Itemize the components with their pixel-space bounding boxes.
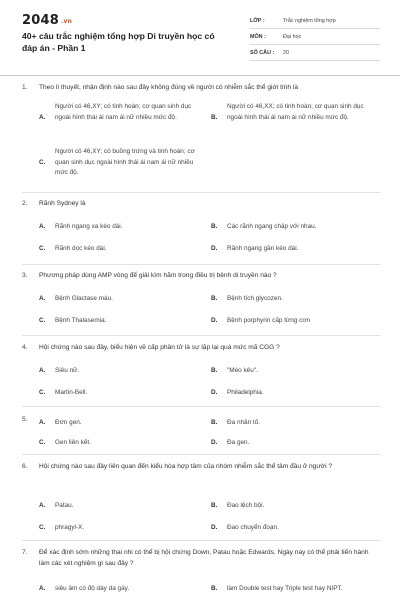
meta-value: 20	[283, 49, 289, 56]
meta-value: Đại học	[283, 33, 302, 40]
option-letter: D.	[211, 524, 218, 531]
option-a[interactable]	[39, 501, 209, 512]
site-logo[interactable]	[22, 13, 72, 28]
option-text: Người có 46,XY; có buồng trứng và tinh hoàn; cơ quan sinh dục ngoài hình thái ái nam ái nữ nhiều mức độ.	[55, 148, 195, 176]
option-c[interactable]	[39, 438, 209, 449]
option-text: Người có 46,XX; có tinh hoàn; cơ quan sinh dục ngoài hình thái ái nam ái nữ nhiều mức độ.	[227, 103, 364, 121]
option-letter: C.	[39, 524, 46, 531]
option-d[interactable]	[211, 316, 381, 327]
question-number: 2.	[22, 200, 28, 207]
option-b[interactable]	[211, 102, 381, 136]
option-text: Các rãnh ngang chập với nhau.	[227, 223, 317, 230]
option-a[interactable]	[39, 584, 209, 595]
option-text: Philadelphia.	[227, 389, 264, 396]
option-b[interactable]	[211, 584, 381, 595]
meta-value: Trắc nghiệm tổng hợp	[283, 17, 336, 24]
logo-main-text: 2048	[22, 13, 59, 28]
option-letter: B.	[211, 295, 218, 302]
question-number: 1.	[22, 84, 28, 91]
question-number: 3.	[22, 272, 28, 279]
option-c[interactable]	[39, 316, 209, 327]
option-letter: B.	[211, 419, 218, 426]
option-text: Đơn gen.	[55, 419, 82, 426]
option-text: Bệnh tích glycozen.	[227, 295, 283, 302]
question-number: 6.	[22, 463, 28, 470]
option-a[interactable]	[39, 366, 209, 377]
option-letter: D.	[211, 245, 218, 252]
option-text: Bệnh Glactase máu.	[55, 295, 113, 302]
option-b[interactable]	[211, 418, 381, 429]
option-b[interactable]	[211, 501, 381, 512]
option-d[interactable]	[211, 388, 381, 399]
option-letter: B.	[211, 114, 218, 121]
option-letter: A.	[39, 223, 46, 230]
option-letter: A.	[39, 295, 46, 302]
question-separator	[22, 335, 380, 336]
question-text: Để xác định sớm những thai nhi có thể bị hội chứng Down, Patau hoặc Edwards. Ngày nay có thể phải tiến hành làm các xét nghiệm gì sau đây ?	[39, 549, 369, 567]
option-letter: B.	[211, 367, 218, 374]
option-letter: D.	[211, 317, 218, 324]
option-letter: B.	[211, 223, 218, 230]
question-text: Hội chứng nào sau đây liên quan đến kiểu hòa hợp tâm của nhóm nhiễm sắc thể tâm đầu ở người ?	[39, 463, 333, 470]
option-c[interactable]	[39, 147, 209, 181]
option-d[interactable]	[211, 438, 381, 449]
option-b[interactable]	[211, 366, 381, 377]
option-c[interactable]	[39, 244, 209, 255]
meta-label: SỐ CÂU :	[250, 49, 275, 56]
question-number: 7.	[22, 549, 28, 556]
option-letter: A.	[39, 502, 46, 509]
option-c[interactable]	[39, 523, 209, 534]
option-letter: A.	[39, 114, 46, 121]
option-letter: C.	[39, 439, 46, 446]
option-letter: C.	[39, 317, 46, 324]
option-b[interactable]	[211, 294, 381, 305]
option-letter: C.	[39, 159, 46, 166]
option-letter: A.	[39, 585, 46, 592]
question-text: Rãnh Sydney là	[39, 200, 86, 207]
option-letter: A.	[39, 419, 46, 426]
question-separator	[22, 406, 380, 407]
meta-row-subject	[250, 29, 380, 45]
option-text: Rãnh dọc kéo dài.	[55, 245, 107, 252]
option-a[interactable]	[39, 222, 209, 233]
option-text: Đao chuyển đoạn.	[227, 524, 279, 531]
option-d[interactable]	[211, 523, 381, 534]
option-text: phragyl-X.	[55, 524, 85, 531]
option-d[interactable]	[211, 244, 381, 255]
option-text: siêu âm có độ dày da gáy.	[55, 585, 130, 592]
option-a[interactable]	[39, 102, 209, 136]
question-text: Hội chứng nào sau đây, biểu hiện về cấp phân tử là sự lặp lại quá mức mã CGG ?	[39, 344, 280, 351]
option-b[interactable]	[211, 222, 381, 233]
option-letter: D.	[211, 389, 218, 396]
option-text: Rãnh ngang xa kéo dài.	[55, 223, 123, 230]
option-text: Người có 46,XY; có tinh hoàn; cơ quan sinh dục ngoài hình thái ái nam ái nữ nhiều mức độ.	[55, 103, 192, 121]
option-text: Siêu nữ.	[55, 367, 80, 374]
option-letter: C.	[39, 245, 46, 252]
header-divider	[0, 75, 400, 76]
option-text: Đao lệch bội.	[227, 502, 265, 509]
meta-label: LỚP :	[250, 17, 265, 24]
option-text: Rãnh ngang gần kéo dài.	[227, 245, 299, 252]
option-text: Martin-Bell.	[55, 389, 88, 396]
meta-label: MÔN :	[250, 33, 266, 40]
document-title: 40+ câu trắc nghiệm tổng hợp Di truyền học có đáp án - Phần 1	[22, 31, 215, 53]
option-letter: D.	[211, 439, 218, 446]
option-a[interactable]	[39, 294, 209, 305]
question-separator	[22, 264, 380, 265]
option-letter: B.	[211, 585, 218, 592]
document-header	[0, 0, 400, 84]
option-letter: C.	[39, 389, 46, 396]
option-c[interactable]	[39, 388, 209, 399]
option-text: Bệnh porphyrin cấp từng cơn	[227, 317, 311, 324]
question-number: 4.	[22, 344, 28, 351]
option-text: Đa nhân tố.	[227, 419, 261, 426]
document-meta	[250, 13, 380, 61]
meta-row-count	[250, 45, 380, 61]
logo-domain-text: .vn	[60, 18, 73, 25]
option-letter: B.	[211, 502, 218, 509]
option-text: làm Double test hay Triple test hay NIPT.	[227, 585, 343, 592]
option-text: Bệnh Thalasemia.	[55, 317, 107, 324]
question-separator	[22, 192, 380, 193]
option-letter: A.	[39, 367, 46, 374]
option-text: Patau.	[55, 502, 74, 509]
meta-row-class	[250, 13, 380, 29]
option-text: "Mèo kêu".	[227, 367, 258, 374]
option-text: Đa gen.	[227, 439, 250, 446]
option-a[interactable]	[39, 418, 209, 429]
question-text: Phương pháp dùng AMP vòng để giải kìm hãm trong điều trị bệnh di truyền nào ?	[39, 272, 277, 279]
question-number: 5.	[22, 416, 28, 423]
question-separator	[22, 540, 380, 541]
question-text: Theo lí thuyết, nhận định nào sau đây không đúng về người có nhiễm sắc thể giới tính là	[39, 84, 299, 91]
question-separator	[22, 454, 380, 455]
option-text: Gen liên kết.	[55, 439, 91, 446]
